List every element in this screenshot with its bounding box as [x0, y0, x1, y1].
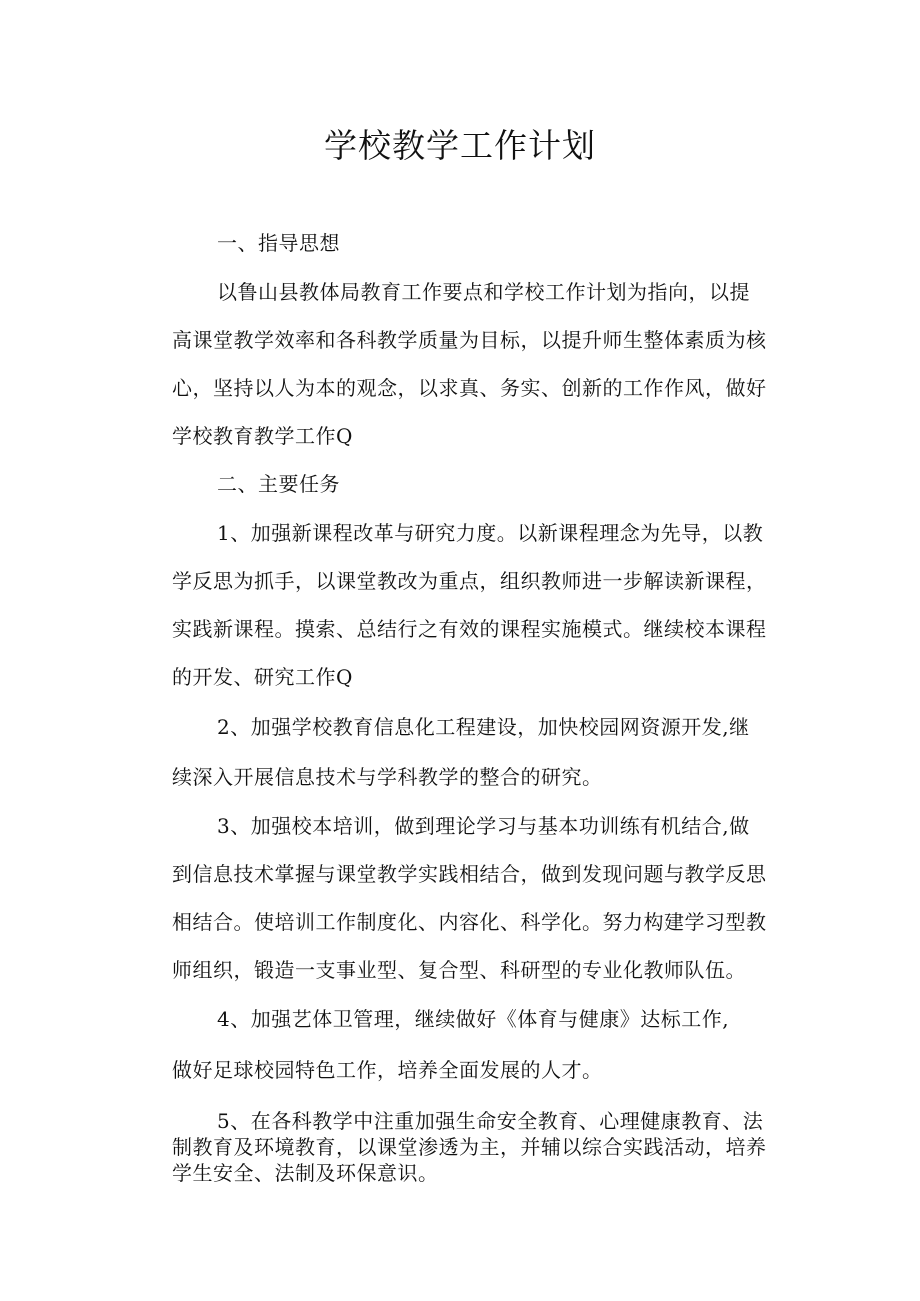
paragraph-line: 以鲁山县教体局教育工作要点和学校工作计划为指向，以提: [217, 280, 750, 304]
paragraph-line: 续深入开展信息技术与学科教学的整合的研究。: [172, 765, 603, 789]
paragraph-line: 相结合。使培训工作制度化、内容化、科学化。努力构建学习型教: [172, 910, 767, 934]
paragraph-line: 心，坚持以人为本的观念，以求真、务实、创新的工作作风，做好: [172, 376, 767, 400]
paragraph-line: 5、在各科教学中注重加强生命安全教育、心理健康教育、法: [217, 1109, 764, 1133]
paragraph-line: 制教育及环境教育，以课堂渗透为主，并辅以综合实践活动，培养: [172, 1135, 767, 1159]
paragraph-line: 1、加强新课程改革与研究力度。以新课程理念为先导，以教: [217, 521, 764, 545]
paragraph-line: 高课堂教学效率和各科教学质量为目标，以提升师生整体素质为核: [172, 328, 767, 352]
document-title: 学校教学工作计划: [324, 126, 596, 165]
paragraph-line: 实践新课程。摸索、总结行之有效的课程实施模式。继续校本课程: [172, 617, 767, 641]
paragraph-line: 的开发、研究工作Q: [172, 665, 353, 689]
section-heading-guiding-ideology: 一、指导思想: [217, 231, 340, 255]
paragraph-line: 4、加强艺体卫管理，继续做好《体育与健康》达标工作,: [217, 1007, 730, 1031]
section-heading-main-tasks: 二、主要任务: [217, 472, 340, 496]
paragraph-line: 到信息技术掌握与课堂教学实践相结合，做到发现问题与教学反思: [172, 862, 767, 886]
paragraph-line: 师组织，锻造一支事业型、复合型、科研型的专业化教师队伍。: [172, 958, 746, 982]
paragraph-line: 学生安全、法制及环保意识。: [172, 1161, 439, 1185]
paragraph-line: 2、加强学校教育信息化工程建设，加快校园网资源开发,继: [217, 715, 750, 739]
paragraph-line: 做好足球校园特色工作，培养全面发展的人才。: [172, 1058, 603, 1082]
paragraph-line: 学校教育教学工作Q: [172, 424, 353, 448]
paragraph-line: 学反思为抓手，以课堂教改为重点，组织教师进一步解读新课程，: [172, 569, 767, 593]
paragraph-line: 3、加强校本培训，做到理论学习与基本功训练有机结合,做: [217, 814, 750, 838]
